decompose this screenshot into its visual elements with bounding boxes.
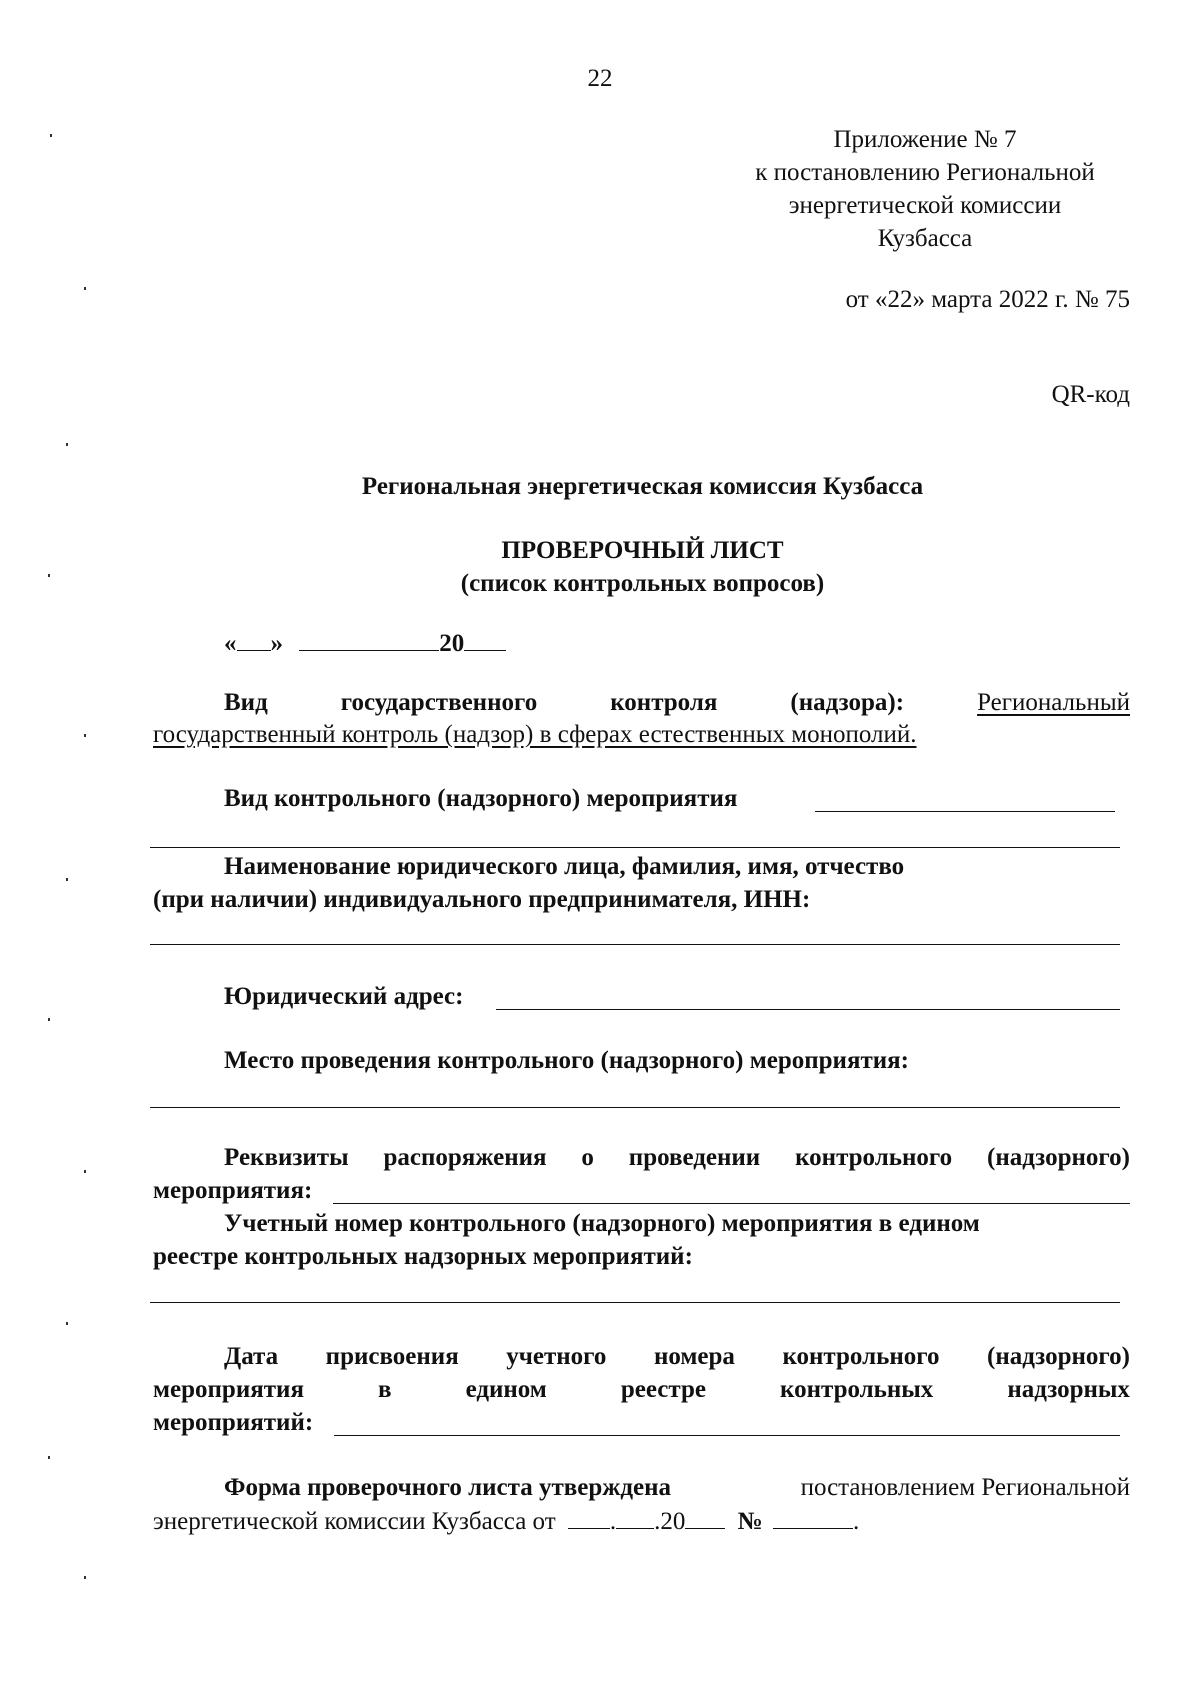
appendix-commission: энергетической комиссии [788,192,1062,219]
approval-year-blank[interactable] [685,1504,725,1529]
entity-name-blank[interactable] [150,944,1120,945]
registry-number-label: Учетный номер контрольного (надзорного) мероприятия в едином [224,1210,980,1237]
assignment-date-word: учетного [506,1343,607,1370]
assignment-date-line2 [153,1373,1130,1406]
event-place-label: Место проведения контрольного (надзорного) мероприятия: [224,1047,910,1074]
order-details-label-2: мероприятия: [153,1177,313,1204]
scan-speck [66,878,68,881]
scan-speck [84,1170,86,1173]
assignment-date-word: едином [465,1376,547,1403]
order-details-word: распоряжения [383,1144,547,1171]
approval-number-blank[interactable] [773,1504,853,1529]
event-place-blank[interactable] [150,1107,1120,1108]
date-field [224,626,506,660]
assignment-date-word: Дата [224,1343,279,1370]
appendix-number: Приложение № 7 [833,126,1017,153]
event-type-label: Вид контрольного (надзорного) мероприятия [224,785,738,812]
control-type-value-start: Региональный [977,689,1130,716]
approval-end: . [853,1508,860,1535]
order-details-word: Реквизиты [224,1144,349,1171]
assignment-date-word: контрольных [780,1376,934,1403]
control-type-word: контроля [610,689,718,716]
qr-code-label: QR-код [1051,381,1130,408]
year-blank[interactable] [464,626,506,651]
document-title: ПРОВЕРОЧНЫЙ ЛИСТ [501,537,784,564]
scan-speck [84,287,86,290]
assignment-date-label-3: мероприятий: [153,1409,314,1436]
approval-bold-text: Форма проверочного листа утверждена [224,1474,672,1501]
order-details-word: контрольного [795,1144,953,1171]
appendix-date: от «22» марта 2022 г. № 75 [845,286,1130,313]
assignment-date-blank[interactable] [334,1435,1120,1436]
assignment-date-line1 [224,1340,1130,1373]
order-details-line [224,1141,1130,1174]
registry-number-label-2: реестре контрольных надзорных мероприятий: [153,1243,693,1270]
entity-name-label-2: (при наличии) индивидуального предпринимателя, ИНН: [153,886,811,913]
appendix-region: Кузбасса [877,225,973,252]
assignment-date-word: реестре [620,1376,706,1403]
order-details-word: о [581,1144,594,1171]
organization-name: Региональная энергетическая комиссия Кузбасса [361,473,924,500]
scan-speck [66,1322,68,1325]
approval-line-2 [153,1504,859,1538]
scan-speck [48,1018,50,1021]
order-details-word: (надзорного) [987,1144,1130,1171]
scan-speck [84,734,86,737]
assignment-date-word: контрольного [782,1343,940,1370]
control-type-line [224,686,1130,719]
control-type-word: Вид [224,689,268,716]
day-blank[interactable] [237,626,271,651]
page-number: 22 [587,65,613,92]
assignment-date-word: в [378,1376,392,1403]
appendix-decree: к постановлению Региональной [755,159,1095,186]
legal-address-blank[interactable] [496,1009,1120,1010]
approval-text: постановлением Региональной [800,1474,1130,1501]
date-open-quote: « [224,630,237,657]
scan-speck [84,1576,86,1579]
assignment-date-word: мероприятия [153,1376,304,1403]
order-details-blank[interactable] [333,1203,1130,1204]
document-subtitle: (список контрольных вопросов) [460,570,825,597]
scan-speck [66,443,68,446]
legal-address-label: Юридический адрес: [224,983,464,1010]
approval-year-prefix: .20 [654,1508,686,1535]
assignment-date-word: (надзорного) [987,1343,1130,1370]
approval-dot: . [609,1508,617,1535]
approval-day-blank[interactable] [568,1504,610,1529]
control-type-word: государственного [340,689,538,716]
assignment-date-word: надзорных [1007,1376,1130,1403]
event-type-blank[interactable] [815,811,1115,812]
scan-speck [48,1456,50,1459]
control-type-word: (надзора): [790,689,905,716]
approval-line [224,1471,1130,1504]
entity-name-label: Наименование юридического лица, фамилия, имя, отчество [224,853,905,880]
assignment-date-word: присвоения [325,1343,459,1370]
approval-month-blank[interactable] [616,1504,654,1529]
month-blank[interactable] [299,626,439,651]
year-prefix: 20 [439,630,465,657]
assignment-date-word: номера [653,1343,735,1370]
scan-speck [48,574,50,577]
order-details-word: проведении [628,1144,761,1171]
registry-number-blank[interactable] [150,1302,1120,1303]
approval-number-sign: № [737,1508,763,1535]
scan-speck [50,134,52,137]
control-type-value: государственный контроль (надзор) в сферах естественных монополий. [153,721,917,748]
approval-prefix: энергетической комиссии Кузбасса от [153,1508,556,1535]
event-type-blank-2[interactable] [150,847,1120,848]
date-close-quote: » [270,630,283,657]
